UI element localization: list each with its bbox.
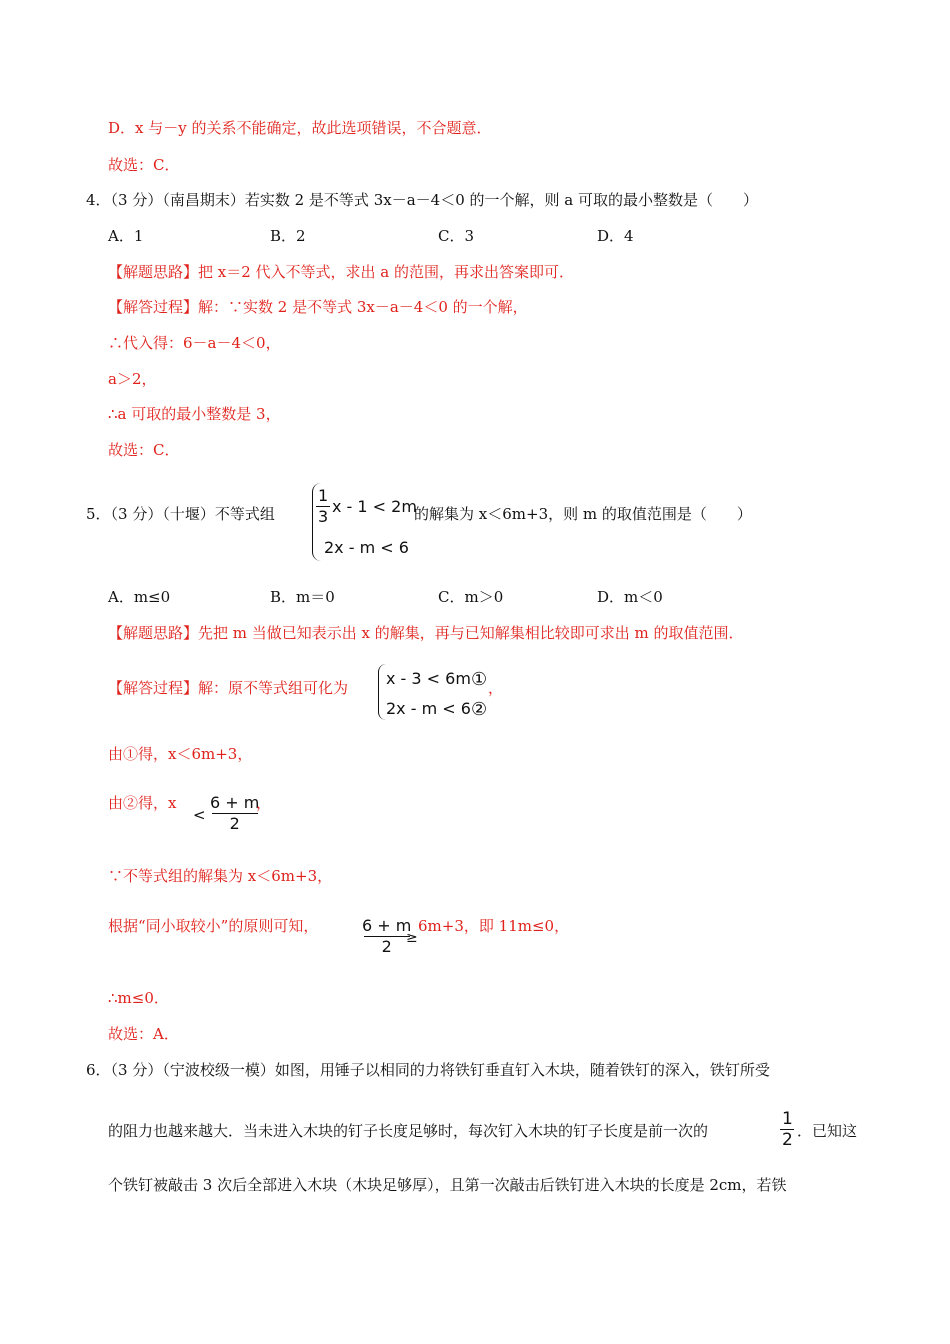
q5-answer: 故选：A． xyxy=(108,1025,179,1043)
q3-answer: 故选：C． xyxy=(108,156,180,174)
q5-option-c: C．m＞0 xyxy=(438,588,504,606)
q5-system-row1: x - 1 < 2m xyxy=(332,497,417,516)
q5-process-row2: 2x - m < 6② xyxy=(386,698,488,720)
q5-rule: 根据“同小取较小”的原则可知， xyxy=(108,917,319,935)
q6-stem-line2-suffix: ．已知这 xyxy=(797,1122,858,1140)
mark-circle-1: ① xyxy=(470,668,488,690)
q5-from-second-lt: < xyxy=(193,806,206,824)
q5-rule-fraction: 6 + m 2 xyxy=(362,916,412,956)
q5-solution-process: 【解答过程】解：原不等式组可化为 xyxy=(108,679,349,697)
mark-circle-2: ② xyxy=(470,698,488,720)
q5-from-second-comma: ， xyxy=(256,794,272,812)
q6-fraction-one-half: 1 2 xyxy=(782,1109,793,1150)
q4-step-result: a＞2， xyxy=(108,370,157,388)
q4-stem: 4．（3 分）（南昌期末）若实数 2 是不等式 3x－a－4＜0 的一个解，则 a 可取的最小整数是（ ） xyxy=(86,191,758,209)
q6-stem-line1: 6．（3 分）（宁波校级一模）如图，用锤子以相同的力将铁钉垂直钉入木块，随着铁钉的深入，铁钉所受 xyxy=(86,1061,770,1079)
q5-rule-ge: ≥ xyxy=(406,930,418,946)
q5-process-row1: x - 3 < 6m① xyxy=(386,668,488,690)
q4-step-conclusion: ∴a 可取的最小整数是 3， xyxy=(108,405,281,423)
q5-stem-suffix: 的解集为 x＜6m+3，则 m 的取值范围是（ ） xyxy=(414,505,752,523)
q5-rule-suffix: 6m+3，即 11m≤0， xyxy=(418,917,570,935)
q5-fraction-6-plus-m-over-2: 6 + m 2 xyxy=(210,793,260,833)
q4-answer: 故选：C． xyxy=(108,441,180,459)
q4-option-b: B．2 xyxy=(270,227,306,245)
q4-solution-idea: 【解题思路】把 x＝2 代入不等式，求出 a 的范围，再求出答案即可． xyxy=(108,263,575,281)
q6-stem-line3: 个铁钉被敲击 3 次后全部进入木块（木块足够厚），且第一次敲击后铁钉进入木块的长度是 2cm，若铁 xyxy=(108,1176,787,1194)
q4-step-substitute: ∴代入得：6－a－4＜0， xyxy=(108,334,281,352)
q5-system-row2: 2x - m < 6 xyxy=(324,538,409,557)
q5-because: ∵不等式组的解集为 x＜6m+3， xyxy=(108,867,333,885)
q5-from-first: 由①得，x＜6m+3， xyxy=(108,745,253,763)
q4-option-a: A．1 xyxy=(108,227,144,245)
q5-process-brace xyxy=(378,664,386,720)
q4-option-c: C．3 xyxy=(438,227,475,245)
q5-process-comma: ， xyxy=(488,679,504,697)
q5-option-b: B．m＝0 xyxy=(270,588,335,606)
q5-from-second: 由②得，x xyxy=(108,794,177,812)
q5-fraction-one-third: 1 3 xyxy=(318,486,329,526)
q5-option-d: D．m＜0 xyxy=(597,588,663,606)
q5-solution-idea: 【解题思路】先把 m 当做已知表示出 x 的解集，再与已知解集相比较即可求出 m 的取值范围． xyxy=(108,624,744,642)
q4-solution-process: 【解答过程】解：∵实数 2 是不等式 3x－a－4＜0 的一个解， xyxy=(108,298,528,316)
q5-option-a: A．m≤0 xyxy=(108,588,171,606)
q4-option-d: D．4 xyxy=(597,227,634,245)
q3-option-d-analysis: D．x 与－y 的关系不能确定，故此选项错误，不合题意． xyxy=(108,119,492,137)
q5-therefore: ∴m≤0． xyxy=(108,989,169,1007)
q5-stem-prefix: 5．（3 分）（十堰）不等式组 xyxy=(86,505,275,523)
q6-stem-line2: 的阻力也越来越大．当未进入木块的钉子长度足够时，每次钉入木块的钉子长度是前一次的 xyxy=(108,1122,709,1140)
